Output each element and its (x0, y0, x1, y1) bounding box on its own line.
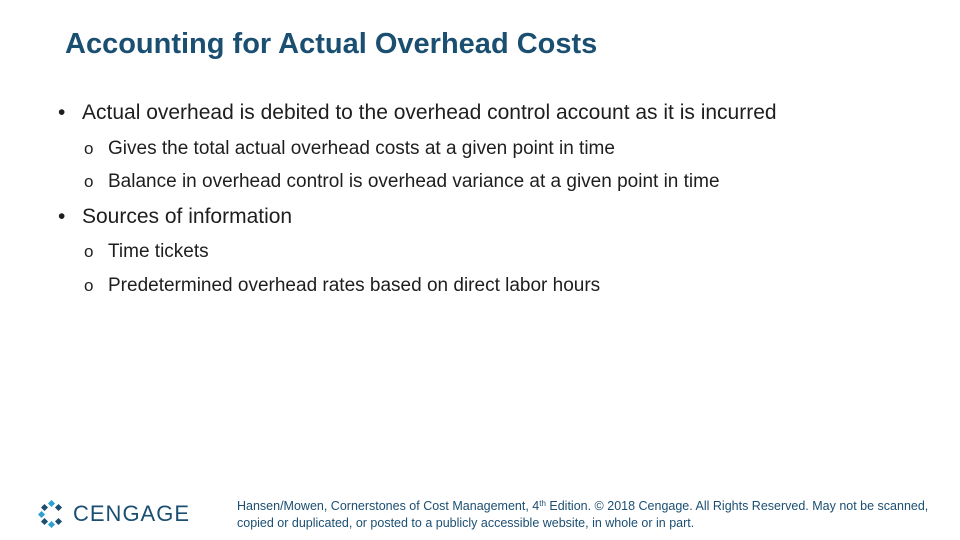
sub-bullet-marker: o (84, 172, 94, 191)
copyright-superscript: th (539, 499, 546, 508)
sub-bullet-text: Predetermined overhead rates based on direct labor hours (108, 275, 601, 296)
sub-bullet-marker: o (84, 139, 94, 158)
bullet-item (58, 205, 292, 229)
copyright-notice (237, 498, 942, 532)
sub-bullet-text: Balance in overhead control is overhead variance at a given point in time (108, 171, 720, 192)
slide-title: Accounting for Actual Overhead Costs (65, 28, 598, 60)
sub-bullet-text: Gives the total actual overhead costs at a given point in time (108, 138, 615, 159)
sub-bullet-marker: o (84, 276, 94, 295)
cengage-logo (38, 497, 190, 531)
bullet-text: Actual overhead is debited to the overhead control account as it is incurred (82, 101, 777, 124)
sub-bullet-item (84, 241, 209, 263)
sub-bullet-text: Time tickets (108, 241, 209, 262)
sub-bullet-marker: o (84, 242, 94, 261)
cengage-logo-icon (38, 500, 66, 528)
bullet-item (58, 101, 777, 125)
sub-bullet-item (84, 138, 615, 160)
copyright-suffix: Edition. © 2018 Cengage. All Rights Reserved. May not be scanned, copied or duplicated, or posted to a publicly accessible website, in whole or in part. (237, 499, 929, 530)
bullet-text: Sources of information (82, 205, 293, 228)
sub-bullet-item (84, 275, 600, 297)
logo-wordmark: CENGAGE (73, 501, 191, 526)
sub-bullet-item (84, 171, 720, 193)
bullet-marker: • (58, 101, 66, 124)
copyright-prefix: Hansen/Mowen, Cornerstones of Cost Management, 4 (237, 499, 540, 513)
bullet-marker: • (58, 205, 66, 228)
